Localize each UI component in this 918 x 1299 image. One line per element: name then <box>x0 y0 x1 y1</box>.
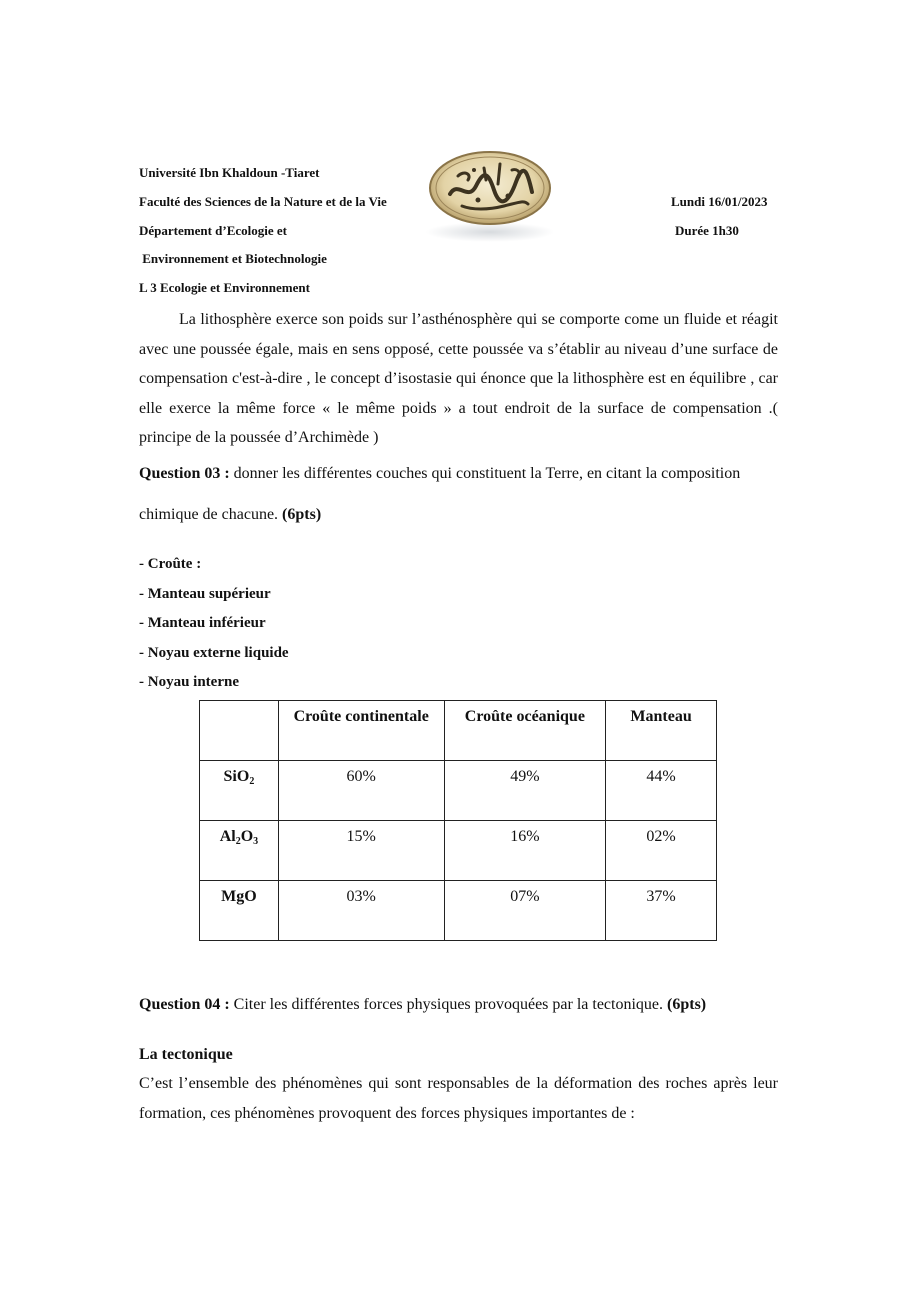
intro-paragraph-text: La lithosphère exerce son poids sur l’asthénosphère qui se comporte come un fluide et réagit avec une poussée égale, mais en sens opposé, cette poussée va s’établir au niveau d’une surface de compensation c'est-à-dire , le concept d’isostasie qui énonce que la lithosphère est en équilibre , car elle exerce la même force « le même poids » a tout endroit de la surface de compensation .( principe de la poussée d’Archimède ) <box>139 311 778 446</box>
table-cell: 49% <box>444 761 606 821</box>
exam-duration: Durée 1h30 <box>675 223 739 238</box>
question-4-label: Question 04 : <box>139 996 230 1013</box>
table-cell: 03% <box>278 881 444 941</box>
list-item: - Noyau interne <box>139 674 239 691</box>
table-row <box>200 761 717 821</box>
table-cell: 60% <box>278 761 444 821</box>
table-header-cell: Manteau <box>606 701 717 761</box>
table-cell: 02% <box>606 821 717 881</box>
question-4-text: Citer les différentes forces physiques provoquées par la tectonique. <box>229 996 668 1013</box>
department-name: Département d’Ecologie et <box>139 223 288 238</box>
table-header-cell: Croûte continentale <box>278 701 444 761</box>
question-3-label: Question 03 : <box>139 465 230 482</box>
row-header-sio2 <box>200 761 279 821</box>
table-cell: 16% <box>444 821 606 881</box>
list-item: - Croûte : <box>139 556 202 572</box>
question-3-line-2 <box>139 507 321 523</box>
compound-subscript: 2 <box>249 776 255 787</box>
intro-paragraph <box>139 305 778 453</box>
table-cell: 15% <box>278 821 444 881</box>
row-header-al2o3 <box>200 821 279 881</box>
composition-table <box>199 700 717 941</box>
question-3-text-continued: chimique de chacune. <box>139 506 283 523</box>
department-name-continued: Environnement et Biotechnologie <box>139 251 327 266</box>
compound-subscript: 3 <box>253 836 259 847</box>
row-header-mgo: MgO <box>200 881 279 941</box>
exam-date: Lundi 16/01/2023 <box>671 194 768 209</box>
question-3-points: (6pts) <box>282 506 322 523</box>
compound-text: Al <box>219 828 236 845</box>
university-name: Université Ibn Khaldoun -Tiaret <box>139 165 320 180</box>
faculty-name: Faculté des Sciences de la Nature et de la Vie <box>139 194 387 209</box>
table-cell: 44% <box>606 761 717 821</box>
list-item: - Manteau inférieur <box>139 615 266 632</box>
level-name: L 3 Ecologie et Environnement <box>139 280 310 295</box>
list-item: - Manteau supérieur <box>139 585 271 602</box>
earth-layers-list <box>139 556 289 704</box>
table-header-cell <box>200 701 279 761</box>
table-cell: 37% <box>606 881 717 941</box>
table-header-row <box>200 701 717 761</box>
list-item: - Noyau externe liquide <box>139 644 289 661</box>
compound-subscript: 2 <box>235 836 241 847</box>
question-3-text: donner les différentes couches qui constituent la Terre, en citant la composition <box>229 465 741 482</box>
table-header-cell: Croûte océanique <box>444 701 606 761</box>
university-calligraphy-logo-icon <box>428 150 552 228</box>
tectonique-paragraph: C’est l’ensemble des phénomènes qui sont responsables de la déformation des roches après leur formation, ces phénomènes provoquent des forces physiques importantes de : <box>139 1075 778 1122</box>
table-row <box>200 821 717 881</box>
table-row <box>200 881 717 941</box>
tectonique-title: La tectonique <box>139 1046 233 1063</box>
compound-text: SiO <box>223 768 250 785</box>
compound-text: O <box>240 828 254 845</box>
question-4-points: (6pts) <box>667 996 707 1013</box>
question-4-line <box>139 997 706 1013</box>
table-cell: 07% <box>444 881 606 941</box>
question-3-line-1 <box>139 466 740 482</box>
